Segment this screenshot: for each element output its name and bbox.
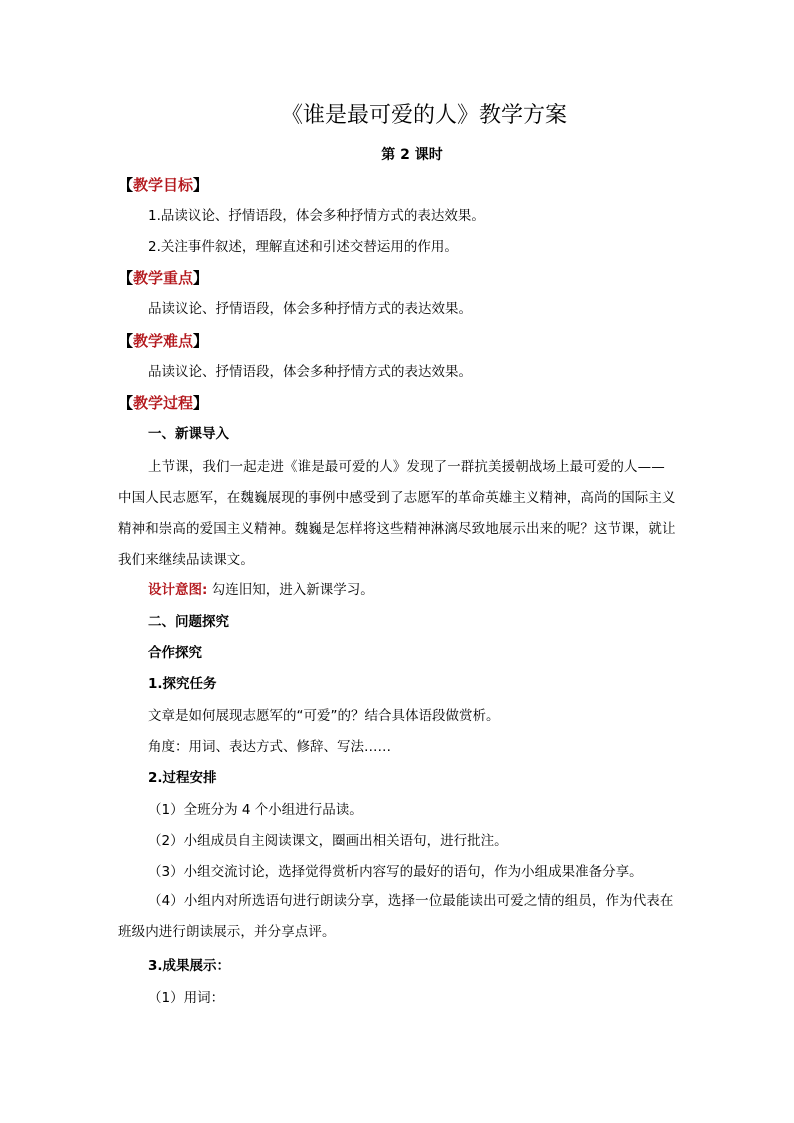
results-heading: 3.成果展示： bbox=[148, 958, 231, 974]
difficulties-text: 品读议论、抒情语段，体会多种抒情方式的表达效果。 bbox=[148, 364, 472, 380]
section-heading-process: 【教学过程】 bbox=[118, 394, 209, 412]
key-points-heading-label: 教学重点 bbox=[133, 269, 194, 287]
lesson-subtitle: 第 2 课时 bbox=[381, 147, 443, 163]
goal-item-1: 1.品读议论、抒情语段，体会多种抒情方式的表达效果。 bbox=[148, 208, 485, 224]
arrangement-heading: 2.过程安排 bbox=[148, 770, 217, 786]
intro-paragraph: 上节课，我们一起走进《谁是最可爱的人》发现了一群抗美援朝战场上最可爱的人——中国人民志愿军，在魏巍展现的事例中感受到了志愿军的革命英雄主义精神，高尚的国际主义精神和崇高的爱国主义精神。魏巍是怎样将这些精神淋漓尽致地展示出来的呢？这节课，就让我们来继续品读课文。 bbox=[118, 459, 676, 568]
task-heading: 1.探究任务 bbox=[148, 676, 217, 692]
section-heading-goals: 【教学目标】 bbox=[118, 176, 209, 194]
design-intent-text: 勾连旧知，进入新课学习。 bbox=[211, 582, 374, 598]
arrangement-item-2: （2）小组成员自主阅读课文，圈画出相关语句，进行批注。 bbox=[148, 833, 508, 849]
arrangement-item-1: （1）全班分为 4 个小组进行品读。 bbox=[148, 802, 363, 818]
step2-heading: 二、问题探究 bbox=[148, 614, 229, 630]
cooperative-inquiry-heading: 合作探究 bbox=[148, 645, 202, 661]
result-item-1: （1）用词： bbox=[148, 990, 225, 1006]
design-intent-line bbox=[148, 580, 708, 600]
arrangement-item-4: （4）小组内对所选语句进行朗读分享，选择一位最能读出可爱之情的组员，作为代表在班级内进行朗读展示，并分享点评。 bbox=[118, 893, 674, 940]
task-text: 文章是如何展现志愿军的“可爱”的？结合具体语段做赏析。 bbox=[148, 708, 500, 724]
process-heading-label: 教学过程 bbox=[133, 394, 194, 412]
difficulties-heading-label: 教学难点 bbox=[133, 332, 194, 350]
step1-heading: 一、新课导入 bbox=[148, 426, 229, 442]
section-heading-key-points: 【教学重点】 bbox=[118, 269, 209, 287]
goals-heading-label: 教学目标 bbox=[133, 176, 194, 194]
goal-item-2: 2.关注事件叙述，理解直述和引述交替运用的作用。 bbox=[148, 239, 458, 255]
arrangement-item-3: （3）小组交流讨论，选择觉得赏析内容写的最好的语句，作为小组成果准备分享。 bbox=[148, 864, 643, 880]
key-points-text: 品读议论、抒情语段，体会多种抒情方式的表达效果。 bbox=[148, 301, 472, 317]
document-title: 《谁是最可爱的人》教学方案 bbox=[280, 103, 567, 128]
angle-text: 角度：用词、表达方式、修辞、写法…… bbox=[148, 739, 391, 755]
design-intent-label: 设计意图: bbox=[148, 582, 208, 598]
section-heading-difficulties: 【教学难点】 bbox=[118, 332, 209, 350]
